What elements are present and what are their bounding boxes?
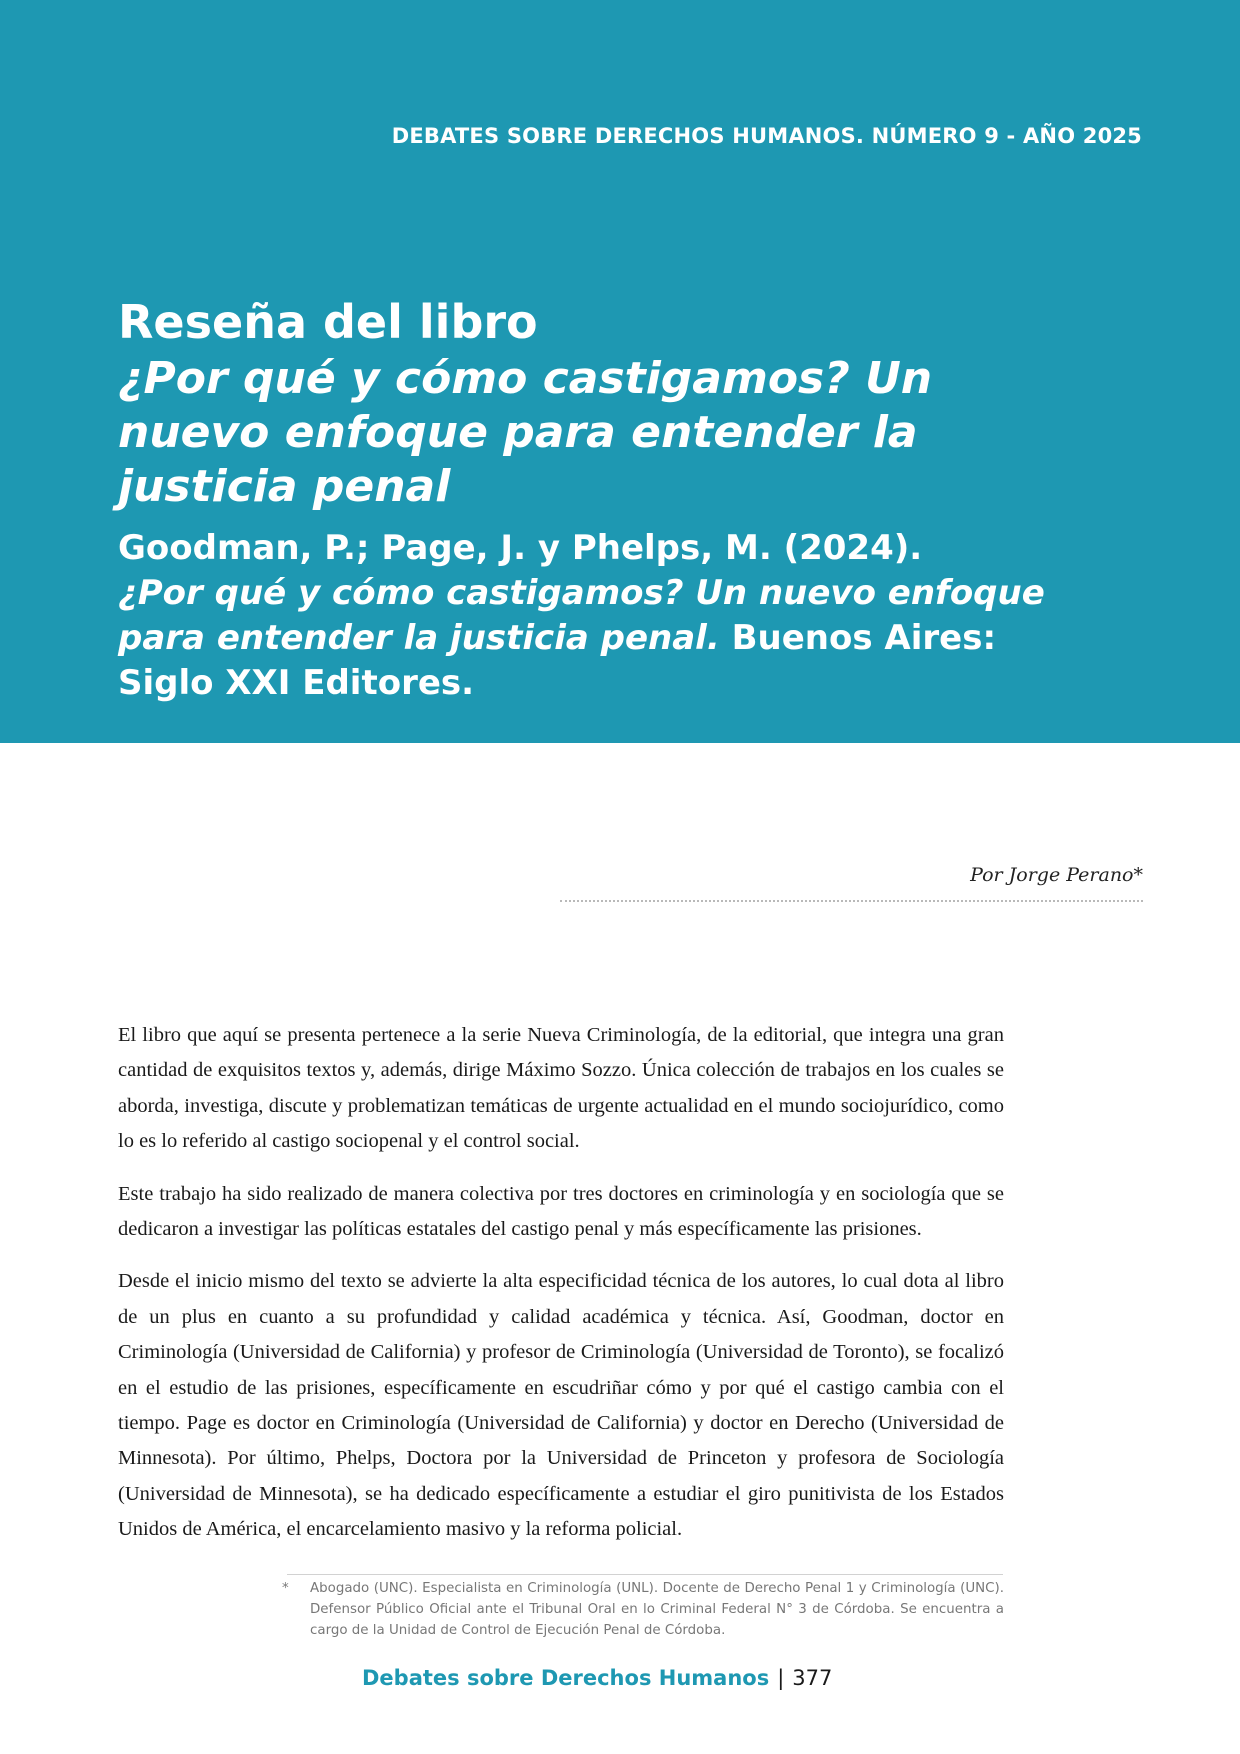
citation-authors: Goodman, P.; Page, J. y Phelps, M. (2024). [118, 528, 923, 568]
review-heading: Reseña del libro [118, 295, 538, 349]
footnote-divider [287, 1574, 1003, 1575]
article-body [118, 1018, 1004, 1565]
byline-divider [560, 900, 1143, 902]
book-citation [118, 526, 1078, 706]
paragraph-2: Este trabajo ha sido realizado de manera colectiva por tres doctores en criminología y en sociología que se dedicaron a investigar las políticas estatales del castigo penal y más específicamente las prisiones. [118, 1182, 1004, 1241]
title-block [118, 292, 1078, 706]
series-header: DEBATES SOBRE DERECHOS HUMANOS. NÚMERO 9 - AÑO 2025 [391, 124, 1142, 148]
paragraph-3: Desde el inicio mismo del texto se advierte la alta especificidad técnica de los autores, lo cual dota al libro de un plus en cuanto a su profundidad y calidad académica y técnica. Así, Goodman, doctor en Criminología (Universidad de California) y profesor de Criminología (Universidad de Toronto), se focalizó en el estudio de las prisiones, específicamente en escudriñar cómo y por qué el castigo cambia con el tiempo. Page es doctor en Criminología (Universidad de California) y doctor en Derecho (Universidad de Minnesota). Por último, Phelps, Doctora por la Universidad de Princeton y profesora de Sociología (Universidad de Minnesota), se ha dedicado específicamente a estudiar el giro punitivista de los Estados Unidos de América, el encarcelamiento masivo y la reforma policial. [118, 1270, 1004, 1541]
footer-journal-name: Debates sobre Derechos Humanos [362, 1666, 770, 1690]
paragraph-1: El libro que aquí se presenta pertenece a la serie Nueva Criminología, de la editorial, que integra una gran cantidad de exquisitos textos y, además, dirige Máximo Sozzo. Única colección de trabajos en los cuales se aborda, investiga, discute y problematizan temáticas de urgente actualidad en el mundo sociojurídico, como lo es lo referido al castigo sociopenal y el control social. [118, 1024, 1004, 1153]
footer-separator: | [777, 1666, 785, 1690]
citation-title: ¿Por qué y cómo castigamos? Un nuevo enfoque para entender la justicia penal. [118, 573, 1045, 658]
author-byline: Por Jorge Perano* [970, 864, 1143, 886]
book-title: ¿Por qué y cómo castigamos? Un nuevo enfoque para entender la justicia penal [118, 353, 933, 512]
page-number: 377 [792, 1666, 833, 1690]
citation-publisher: Buenos Aires: Siglo XXI Editores. [118, 618, 997, 703]
header-banner [0, 0, 1240, 743]
footnote-text: Abogado (UNC). Especialista en Criminología (UNL). Docente de Derecho Penal 1 y Criminología (UNC). Defensor Público Oficial ante el Tribunal Oral en lo Criminal Federal N° 3 de Córdoba. Se encuentra a cargo de la Unidad de Control de Ejecución Penal de Córdoba. [310, 1581, 1004, 1638]
page-footer [362, 1666, 832, 1690]
footnote [284, 1578, 1004, 1641]
footnote-marker: * [282, 1581, 289, 1596]
